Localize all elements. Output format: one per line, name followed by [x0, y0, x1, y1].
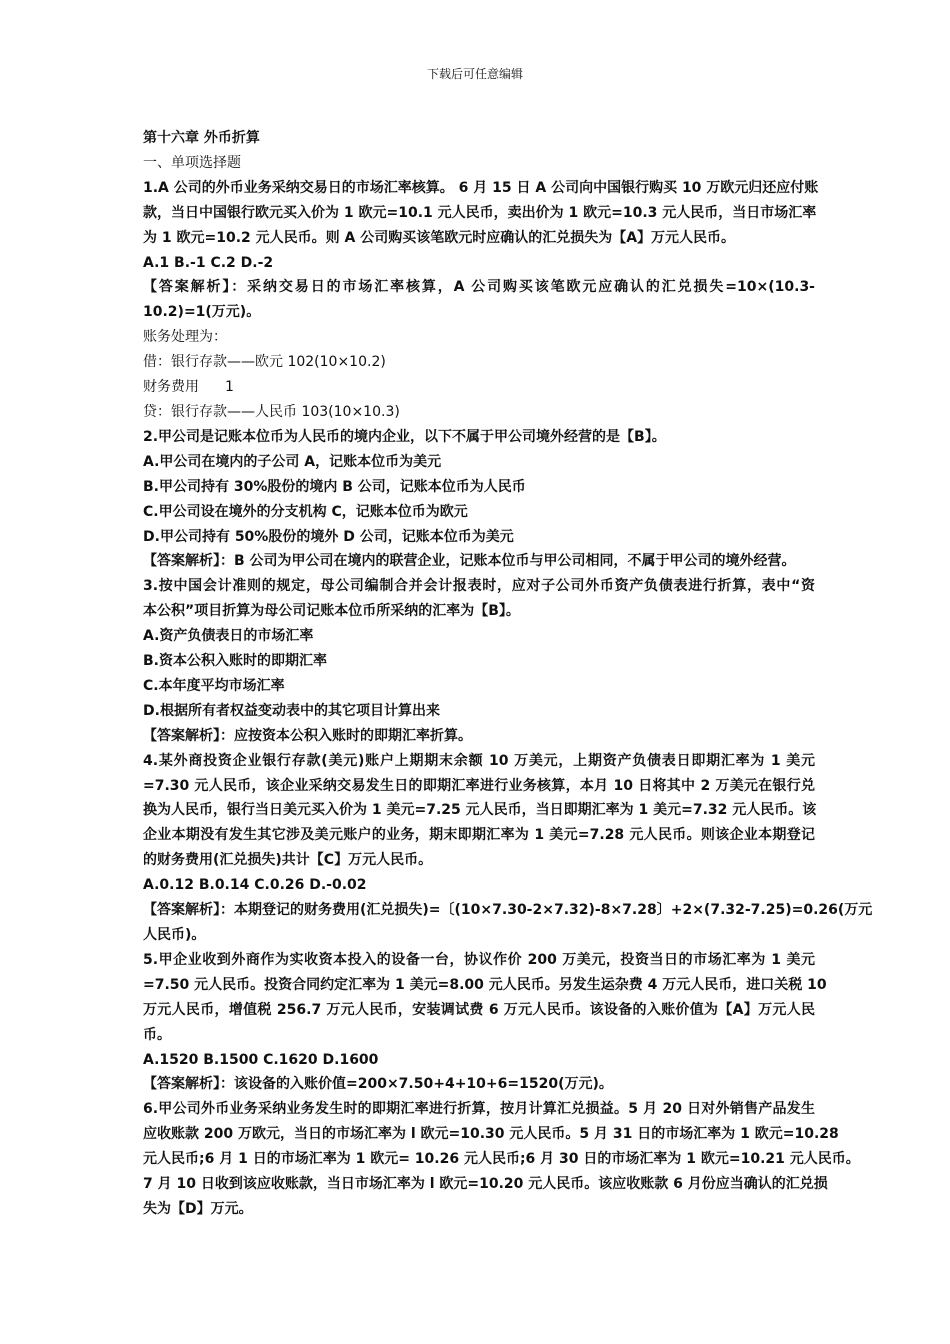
question-stem-line: 7 月 10 日收到该应收账款，当日市场汇率为 l 欧元=10.20 元人民币。该应收账款 6 月份应当确认的汇兑损 — [143, 1176, 828, 1193]
option-c: C.本年度平均市场汇率 — [143, 677, 285, 694]
question-stem-line: 款，当日中国银行欧元买入价为 1 欧元=10.1 元人民币，卖出价为 1 欧元=10.3 元人民币，当日市场汇率 — [143, 204, 817, 221]
question-stem-line: 企业本期没有发生其它涉及美元账户的业务，期末即期汇率为 1 美元=7.28 元人民币。则该企业本期登记 — [143, 827, 815, 844]
question-6 — [143, 1097, 860, 1222]
option-a: A.甲公司在境内的子公司 A，记账本位币为美元 — [143, 453, 442, 470]
question-stem-line: 应收账款 200 万欧元，当日的市场汇率为 l 欧元=10.30 元人民币。5 月 31 日的市场汇率为 1 欧元=10.28 — [143, 1126, 839, 1143]
question-stem-line: 5.甲企业收到外商作为实收资本投入的设备一台，协议作价 200 万美元，投资当日的市场汇率为 1 美元 — [143, 951, 815, 968]
question-stem-line: 本公积”项目折算为母公司记账本位币所采纳的汇率为【B】。 — [143, 603, 520, 620]
option-b: B.资本公积入账时的即期汇率 — [143, 653, 327, 670]
question-stem-line: 币。 — [143, 1026, 171, 1043]
answer-analysis: 【答案解析】：本期登记的财务费用(汇兑损失)=〔(10×7.30-2×7.32)-8×7.28〕+2×(7.32-7.25)=0.26(万元 — [143, 902, 873, 919]
debit-entry: 借：银行存款——欧元 102(10×10.2) — [143, 354, 386, 371]
question-stem-line: 1.A 公司的外币业务采纳交易日的市场汇率核算。 6 月 15 日 A 公司向中国银行购买 10 万欧元归还应付账 — [143, 179, 819, 196]
answer-analysis: 【答案解析】：应按资本公积入账时的即期汇率折算。 — [143, 727, 472, 744]
option-a: A.资产负债表日的市场汇率 — [143, 628, 314, 645]
question-stem-line: 万元人民币，增值税 256.7 万元人民币，安装调试费 6 万元人民币。该设备的入账价值为【A】万元人民 — [143, 1001, 815, 1018]
answer-analysis: 【答案解析】：B 公司为甲公司在境内的联营企业，记账本位币与甲公司相同，不属于甲公司的境外经营。 — [143, 553, 796, 570]
answer-analysis: 人民币)。 — [143, 927, 206, 943]
accounting-entry-label: 账务处理为： — [143, 329, 227, 346]
question-stem-line: 的财务费用(汇兑损失)共计【C】万元人民币。 — [143, 852, 433, 869]
question-options: A.1 B.-1 C.2 D.-2 — [143, 254, 274, 271]
question-stem-line: 2.甲公司是记账本位币为人民币的境内企业，以下不属于甲公司境外经营的是【B】。 — [143, 428, 666, 445]
question-stem-line: 6.甲公司外币业务采纳业务发生时的即期汇率进行折算，按月计算汇兑损益。5 月 20 日对外销售产品发生 — [143, 1101, 815, 1118]
option-c: C.甲公司设在境外的分支机构 C，记账本位币为欧元 — [143, 503, 468, 520]
answer-analysis: 10.2)=1(万元)。 — [143, 304, 261, 321]
chapter-title: 第十六章 外币折算 — [143, 130, 260, 146]
question-4 — [143, 749, 873, 948]
option-b: B.甲公司持有 30%股份的境内 B 公司，记账本位币为人民币 — [143, 478, 526, 495]
question-3 — [143, 574, 815, 748]
credit-entry: 贷：银行存款——人民币 103(10×10.3) — [143, 403, 400, 420]
question-stem-line: 4.某外商投资企业银行存款(美元)账户上期期末余额 10 万美元，上期资产负债表日即期汇率为 1 美元 — [143, 752, 815, 769]
answer-analysis: 【答案解析】：采纳交易日的市场汇率核算，A 公司购买该笔欧元应确认的汇兑损失=10×(10.3- — [143, 279, 815, 296]
finance-expense-entry — [143, 375, 815, 400]
question-1 — [143, 176, 819, 425]
question-5 — [143, 948, 827, 1097]
document-body — [143, 126, 873, 1222]
question-stem-line: 为 1 欧元=10.2 元人民币。则 A 公司购买该笔欧元时应确认的汇兑损失为【A】万元人民币。 — [143, 229, 736, 246]
page-header: 下载后可任意编辑 — [426, 67, 523, 81]
finance-expense-value: 1 — [225, 379, 234, 396]
question-stem-line: 元人民币;6 月 1 日的市场汇率为 1 欧元= 10.26 元人民币;6 月 30 日的市场汇率为 1 欧元=10.21 元人民币。 — [143, 1151, 860, 1168]
finance-expense-label: 财务费用 — [143, 379, 199, 396]
question-options: A.1520 B.1500 C.1620 D.1600 — [143, 1051, 379, 1068]
question-stem-line: 3.按中国会计准则的规定，母公司编制合并会计报表时，应对子公司外币资产负债表进行折算，表中“资 — [143, 578, 815, 595]
option-d: D.根据所有者权益变动表中的其它项目计算出来 — [143, 702, 440, 719]
question-stem-line: =7.50 元人民币。投资合同约定汇率为 1 美元=8.00 元人民币。另发生运杂费 4 万元人民币，进口关税 10 — [143, 976, 827, 993]
section-title: 一、单项选择题 — [143, 154, 241, 171]
question-stem-line: =7.30 元人民币，该企业采纳交易发生日的即期汇率进行业务核算，本月 10 日将其中 2 万美元在银行兑 — [143, 777, 815, 794]
option-d: D.甲公司持有 50%股份的境外 D 公司，记账本位币为美元 — [143, 528, 514, 545]
question-options: A.0.12 B.0.14 C.0.26 D.-0.02 — [143, 877, 367, 894]
question-stem-line: 换为人民币，银行当日美元买入价为 1 美元=7.25 元人民币，当日即期汇率为 1 美元=7.32 元人民币。该 — [143, 802, 817, 819]
question-stem-line: 失为【D】万元。 — [143, 1200, 253, 1217]
question-2 — [143, 425, 815, 574]
answer-analysis: 【答案解析】：该设备的入账价值=200×7.50+4+10+6=1520(万元)。 — [143, 1076, 613, 1093]
